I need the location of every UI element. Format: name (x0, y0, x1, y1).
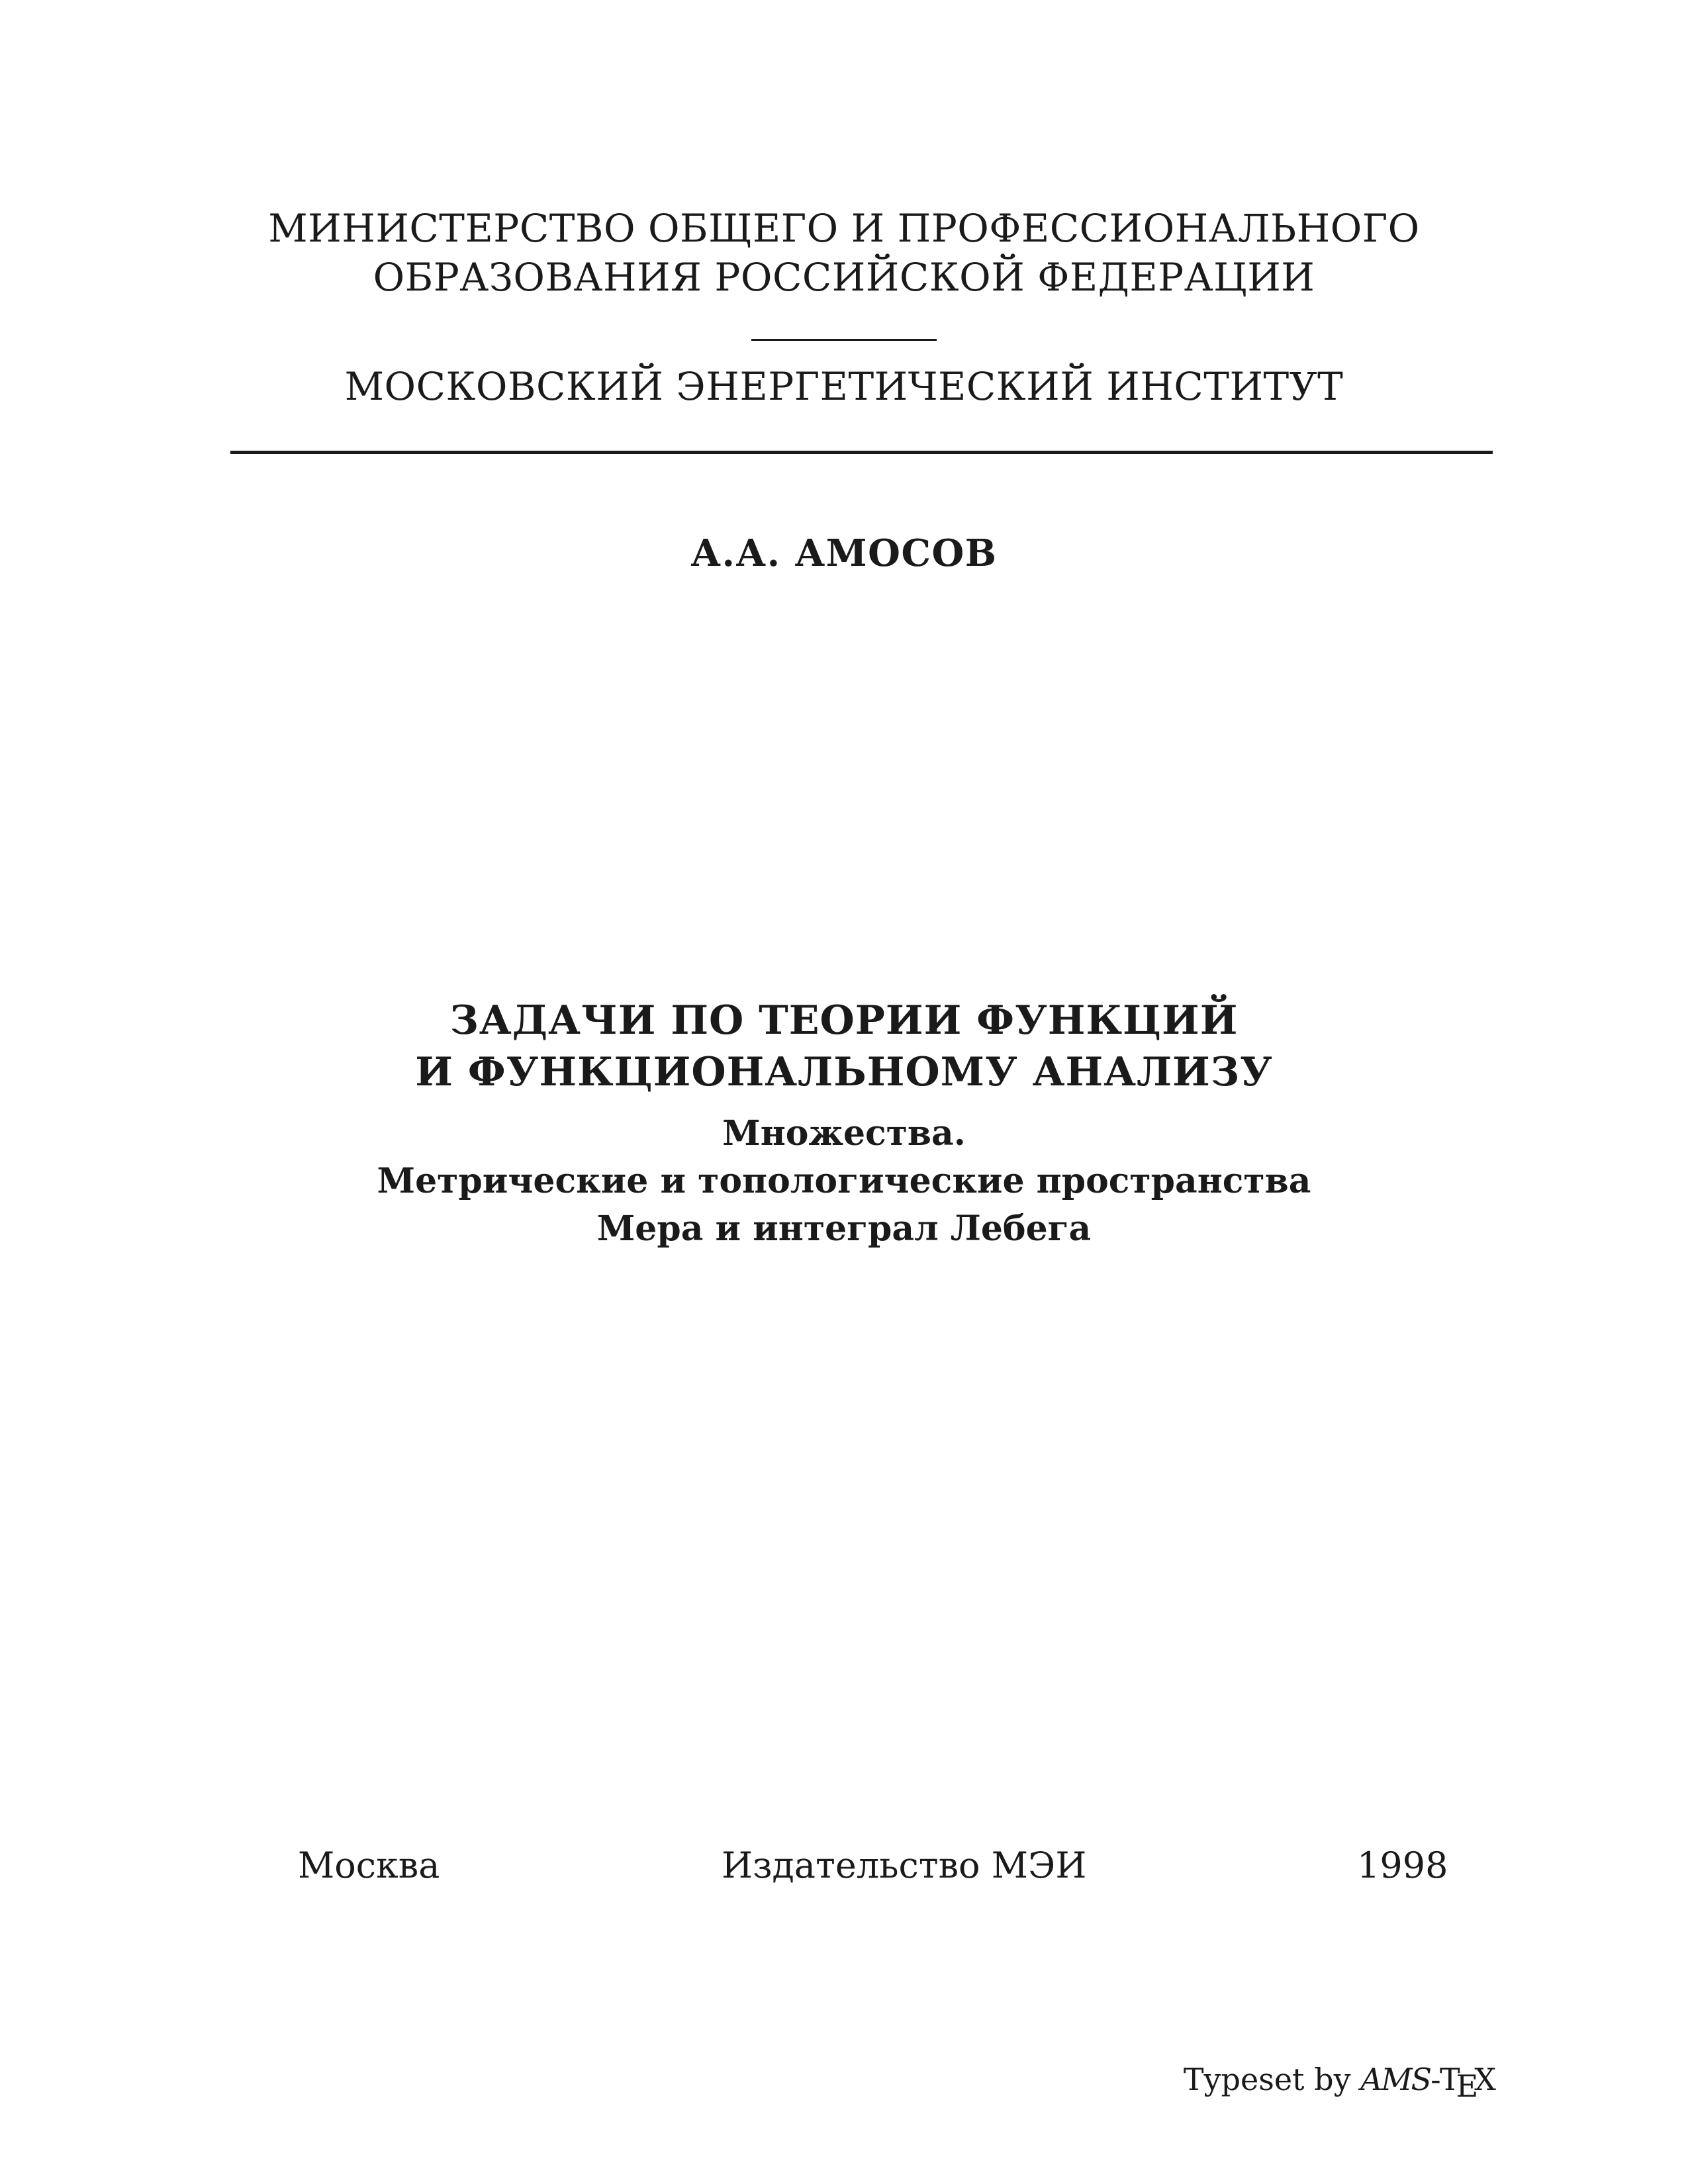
typeset-note (1183, 2060, 1496, 2104)
short-divider (751, 339, 937, 341)
subtitle-line-3: Мера и интеграл Лебега (596, 1208, 1092, 1249)
ams-logo: AMS (1360, 2062, 1431, 2097)
book-title-line-1: ЗАДАЧИ ПО ТЕОРИИ ФУНКЦИЙ (449, 997, 1239, 1044)
ministry-line-1: МИНИСТЕРСТВО ОБЩЕГО И ПРОФЕССИОНАЛЬНОГО (268, 206, 1420, 251)
ministry-line-2: ОБРАЗОВАНИЯ РОССИЙСКОЙ ФЕДЕРАЦИИ (373, 255, 1315, 300)
subtitle-line-2: Метрические и топологические пространства (377, 1161, 1311, 1201)
imprint-year: 1998 (1357, 1844, 1448, 1886)
typeset-prefix: Typeset by (1183, 2062, 1351, 2097)
long-divider (230, 451, 1493, 454)
institute-name: МОСКОВСКИЙ ЭНЕРГЕТИЧЕСКИЙ ИНСТИТУТ (344, 364, 1344, 409)
author-name: А.А. АМОСОВ (690, 531, 998, 575)
ams-tex-dash: - (1430, 2062, 1440, 2097)
imprint-city: Москва (298, 1844, 440, 1886)
tex-logo-x: X (1474, 2062, 1496, 2097)
book-title-line-2: И ФУНКЦИОНАЛЬНОМУ АНАЛИЗУ (415, 1049, 1273, 1095)
tex-logo-e: E (1456, 2068, 1479, 2104)
imprint-publisher: Издательство МЭИ (722, 1844, 1087, 1886)
tex-logo-t: T (1439, 2062, 1460, 2097)
subtitle-line-1: Множества. (722, 1113, 966, 1154)
